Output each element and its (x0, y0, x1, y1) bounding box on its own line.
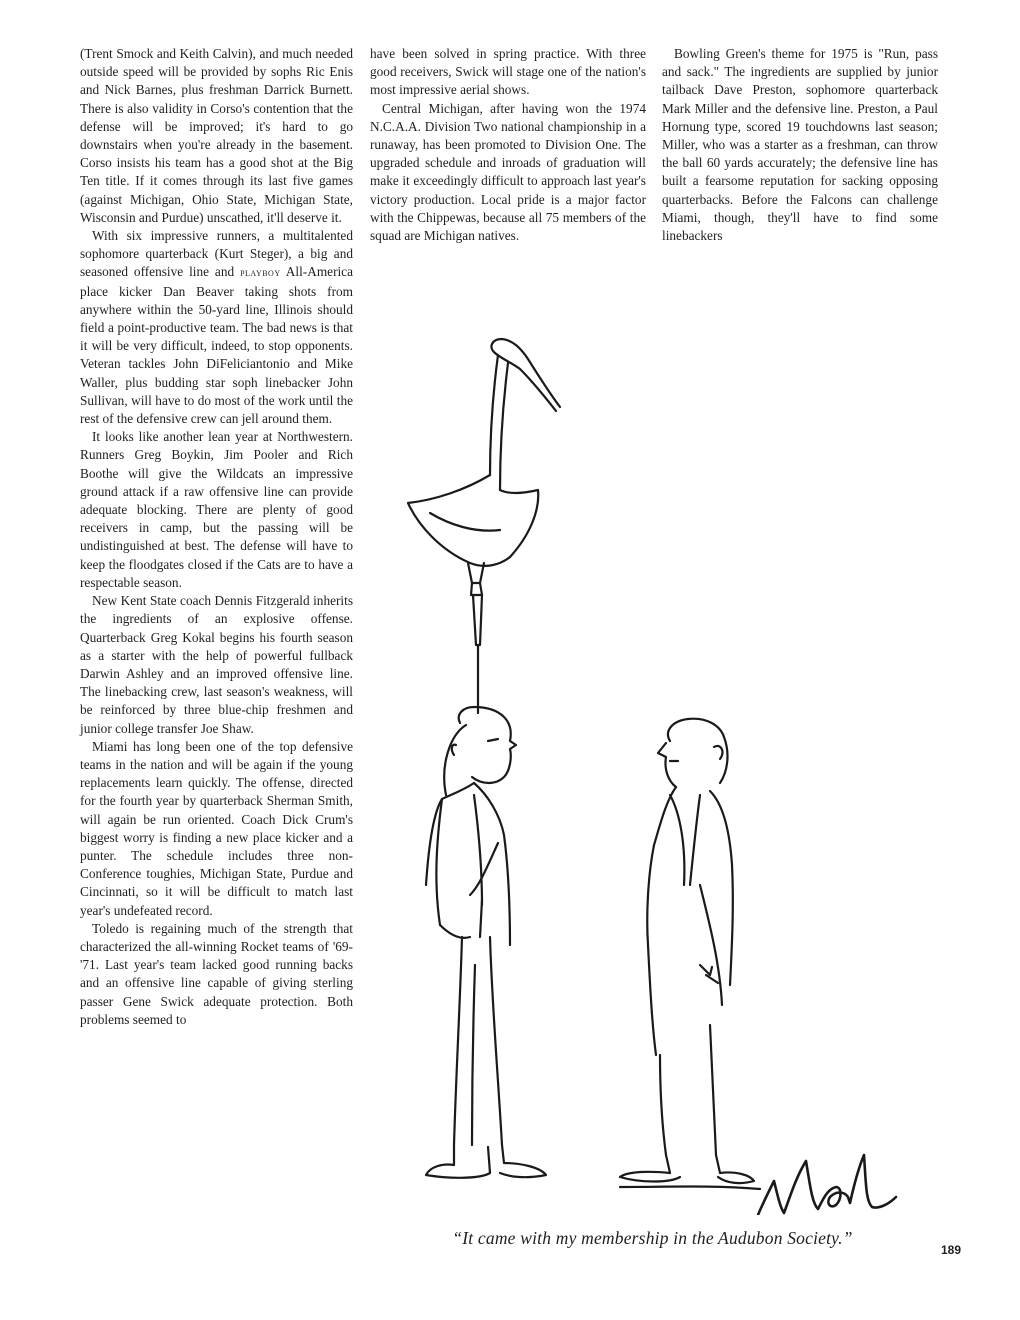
cartoon-illustration (370, 325, 950, 1215)
article-column-1 (80, 45, 353, 1029)
paragraph: New Kent State coach Dennis Fitzgerald inherits the ingredients of an explosive offense. Quarterback Greg Kokal begins his fourth season as a starter with the help of powerful fullback Darwin Ashley and an improved offensive line. The linebacking crew, last season's weakness, will be reinforced by three blue-chip freshmen and junior college transfer Joe Shaw. (80, 593, 353, 736)
man-right (620, 719, 754, 1183)
paragraph: Miami has long been one of the top defensive teams in the nation and will be again if the young replacements learn quickly. The offense, directed for the fourth year by quarterback Sherman Smith, will again be run oriented. Coach Dick Crum's biggest worry is finding a new place kicker and a punter. The schedule includes three non-Conference toughies, Michigan State, Purdue and Cincinnati, so it will be difficult to match last year's undefeated record. (80, 738, 353, 918)
cartoon-caption: “It came with my membership in the Audubon Society.” (452, 1228, 853, 1248)
signature-mal (758, 1155, 896, 1215)
article-column-2 (370, 45, 646, 245)
paragraph: Central Michigan, after having won the 1974 N.C.A.A. Division Two national championship in a runaway, has been promoted to Division One. The upgraded schedule and inroads of graduation will make it exceedingly difficult to approach last year's victory production. Local pride is a major factor with the Chippewas, because all 75 members of the squad are Michigan natives. (370, 100, 646, 244)
man-left (426, 707, 546, 1178)
article-column-3 (662, 45, 938, 245)
ground-line (620, 1187, 760, 1190)
paragraph: Bowling Green's theme for 1975 is "Run, pass and sack." The ingredients are supplied by junior tailback Dave Preston, sophomore quarterback Mark Miller and the defensive line. Preston, a Paul Hornung type, scored 19 touchdowns last season; Miller, who was a starter as a freshman, can throw the ball 60 yards accurately; the defensive line has built a fearsome reputation for sacking opposing quarterbacks. Before the Falcons can challenge Miami, though, they'll have to find some linebackers (662, 46, 938, 244)
paragraph: With six impressive runners, a multitalented sophomore quarterback (Kurt Steger), a big and seasoned offensive line and playboy All-America place kicker Dan Beaver taking shots from anywhere within the 50-yard line, Illinois should field a point-productive team. The bad news is that it will be very difficult, indeed, to stop opponents. Veteran tackles John DiFeliciantonio and Mike Waller, plus budding star soph linebacker John Sullivan, will have to do most of the work until the rest of the defensive crew can jell around them. (80, 228, 353, 427)
paragraph: (Trent Smock and Keith Calvin), and much needed outside speed will be provided by sophs Ric Enis and Nick Barnes, plus freshman Darrick Burnett. There is also validity in Corso's contention that the defense will be improved; it's hard to go downstairs when you're already in the basement. Corso insists his team has a good shot at the Big Ten title. If it comes through its last five games (against Michigan, Ohio State, Michigan State, Wisconsin and Purdue) unscathed, it'll deserve it. (80, 46, 353, 225)
paragraph: have been solved in spring practice. With three good receivers, Swick will stage one of the nation's most impressive aerial shows. (370, 46, 646, 98)
heron-figure (408, 339, 560, 713)
playboy-wordmark: playboy (240, 267, 281, 280)
page-number: 189 (941, 1243, 962, 1257)
paragraph: It looks like another lean year at Northwestern. Runners Greg Boykin, Jim Pooler and Rich Boothe will give the Wildcats an impressive ground attack if a raw offensive line can provide adequate blocking. There are plenty of good receivers in camp, but the passing will be undistinguished at best. The defense will have to keep the floodgates closed if the Cats are to have a respectable season. (80, 429, 353, 590)
paragraph: Toledo is regaining much of the strength that characterized the all-winning Rocket teams of '69-'71. Last year's team lacked good running backs and an offensive line capable of giving sterling passer Gene Swick adequate protection. Both problems seemed to (80, 920, 353, 1027)
